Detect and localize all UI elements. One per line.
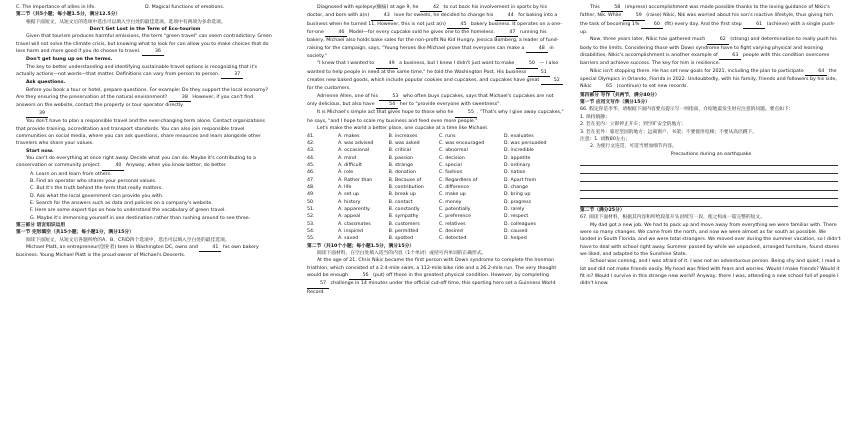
- choice-number: 48.: [307, 184, 315, 190]
- cloze-para-3: Adrienne Allen, one of his 53 who often buys cupcakes, says that Michael's cupcakes are not only delicious, but also have 54 her to "provide everyone with sweetness".: [307, 93, 565, 110]
- choice-option[interactable]: A. occasional: [337, 148, 370, 154]
- choice-option[interactable]: A. appeal: [337, 214, 361, 220]
- choice-row: [307, 228, 565, 235]
- choice-number: 44.: [307, 155, 315, 161]
- choice-row: [307, 184, 565, 191]
- choice-option[interactable]: B. contribution: [388, 184, 424, 190]
- choice-number: 46.: [307, 170, 315, 176]
- blank-46: 46: [325, 29, 347, 37]
- choice-option[interactable]: D. was persuaded: [503, 140, 547, 146]
- writing-section2-header: 第二节（满分25分）: [580, 208, 625, 213]
- blank-62: 62: [707, 36, 729, 44]
- answer-line[interactable]: [580, 191, 838, 199]
- choice-option[interactable]: D. rarely: [503, 206, 525, 212]
- choice-option[interactable]: A. mind: [337, 155, 357, 161]
- choice-option[interactable]: B. increases: [388, 133, 418, 139]
- choice-row: [307, 162, 565, 169]
- option-c: C. But it's the truth behind the term that really matters.: [30, 186, 163, 192]
- choice-option[interactable]: D. evaluates: [503, 133, 534, 139]
- blank-40: 40: [102, 162, 124, 170]
- column-middle: [307, 4, 565, 296]
- choice-option[interactable]: B. critical: [388, 148, 411, 154]
- blank-39-line: [16, 110, 274, 118]
- choice-option[interactable]: A. difficult: [337, 162, 362, 168]
- answer-line[interactable]: [580, 166, 838, 174]
- part3-header: 第三部分 语言知识运用: [16, 222, 66, 228]
- part3-section1-header: 第一节 完形填空（共15小题；每小题1分，满分15分）: [16, 230, 134, 236]
- option-b: B. Find an operator who shares your personal values.: [30, 178, 157, 184]
- choice-option[interactable]: D. respect: [503, 214, 529, 220]
- choice-option[interactable]: C. was encouraged: [438, 140, 485, 146]
- choice-number: 41.: [307, 133, 315, 139]
- choice-option[interactable]: C. decision: [438, 155, 465, 161]
- blank-56: 56: [349, 272, 371, 280]
- blank-44: 44: [495, 12, 517, 20]
- choice-option[interactable]: A. life: [337, 184, 352, 190]
- choice-option[interactable]: B. constantly: [388, 206, 420, 212]
- choice-option[interactable]: B. permitted: [388, 228, 419, 234]
- part3-instructions: 阅读下面短文，从短文后各题所给的A、B、C和D四个选项中，选出可以填入空白处的最佳选项。: [26, 237, 230, 243]
- choice-option[interactable]: B. was asked: [388, 140, 420, 146]
- choice-option[interactable]: D. helped: [503, 236, 527, 242]
- choice-row: [307, 206, 565, 213]
- heading-start: Start now.: [26, 148, 54, 154]
- passage-para-2: The key to better understanding and identifying sustainable travel options is recognizing that it's actually actions—not words—that matter. Definitions can vary from person to person. 37: [16, 64, 274, 80]
- choice-option[interactable]: C. difference: [438, 184, 470, 190]
- choice-option[interactable]: B. contact: [388, 199, 413, 205]
- writing-question-66: 66. 假定你是李华，请根据下面内容要点提示写一则指南，介绍地震发生时应注意的问题。要点如下：: [580, 107, 794, 113]
- choice-option[interactable]: D. bring up: [503, 192, 531, 198]
- choice-option[interactable]: B. Because of: [388, 177, 422, 183]
- choice-option[interactable]: A. classmates: [337, 221, 371, 227]
- blank-52: 52: [541, 77, 563, 85]
- choice-option[interactable]: D. progress: [503, 199, 532, 205]
- choice-option[interactable]: C. special: [438, 162, 462, 168]
- choice-number: 55.: [307, 236, 315, 242]
- story-para-1: My dad got a new job. We had to pack up and move away from everything we were familiar with. There were so many changes. We came from the north, and now we were almost as far south as possible. We landed in South Florida, and we were total strangers. We moved over during the summer vacation, so I didn't have to deal with school right away. Summer passed by while we unpacked, arranged furniture, found stores we liked, and adapted to the Sunshine State.: [580, 222, 841, 258]
- grammar-para-3: Now, three years later, Nikic has gathered much 62 (strong) and determination to really push his body to the limits. Considering those with Down syndrome have to fight varying physical and learning disabilities, Nikic's accomplishment is another example of 63 people with this condition overcome barriers and achieve success. The key for him is resilience.: [580, 37, 837, 67]
- choice-row: [307, 140, 565, 147]
- blank-59: 59: [623, 12, 645, 20]
- column-right: [580, 4, 842, 288]
- blank-53: 53: [379, 93, 401, 101]
- blank-42: 42: [420, 4, 442, 12]
- passage-para-4: You don't have to plan a responsible travel and the ever-changing term alone. Contact organizations that provide training, accreditation and transport standards. You can also join responsible travel communities on social media, where you can ask questions, share resources and learn alongside other travelers who share your values.: [16, 119, 266, 147]
- cloze-para-4: It is Michael's simple act that gives hope to those who he 55 . "That's why I give away cupcakes," he says, "and I hope to scale my business and feed even more people.": [307, 110, 564, 124]
- answer-line[interactable]: [580, 158, 838, 166]
- choice-option[interactable]: C. relatives: [438, 221, 466, 227]
- choice-option[interactable]: B. spotted: [388, 236, 414, 242]
- blank-60: 60: [641, 21, 663, 29]
- blank-64: 64: [805, 68, 827, 76]
- blank-41: 41: [199, 244, 221, 252]
- choice-number: 53.: [307, 221, 315, 227]
- choice-number: 51.: [307, 206, 315, 212]
- blank-63: 63: [719, 52, 741, 60]
- answer-line[interactable]: [580, 199, 838, 207]
- choice-number: 45.: [307, 162, 315, 168]
- writing-point-1: 1. 保持镇静；: [580, 114, 610, 120]
- section2-instructions: 根据下面短文，从短文后的选项中选出可以填入空白处的最佳选项。选项中有两项为多余选项。: [26, 19, 226, 25]
- blank-36: 36: [142, 48, 164, 56]
- prev-option-d: D. Magical functions of emotions.: [145, 5, 225, 10]
- choice-number: 50.: [307, 199, 315, 205]
- cloze-para-1: Diagnosed with epilepsy(癫痫) at age 9, he 42 to cut back his involvement in sports by his doctor, and born with a(n) 43 love for sweets, he decided to change his 44 for baking into a business when he turned 11. However, this is not just a(n) 45 bakery business. It operates on a one-for-one 46 Model—for every cupcake sold he gives one to the homeless. 47 running his bakery, Michael also holds bake sales for the non-profit No Kid Hungry. Jessica Bomberg, a leader of fund-raising for the campaign, says, "Young heroes like Michael prove that everyone can make a 48 in society.": [307, 5, 562, 60]
- blank-65: 65: [593, 83, 615, 91]
- heading-ask: Ask questions.: [26, 80, 66, 86]
- choice-option[interactable]: C. abnormal: [438, 148, 468, 154]
- choice-option[interactable]: A. makes: [337, 133, 360, 139]
- option-d: D. Ask what the local government can provide you with.: [30, 193, 164, 199]
- cloze-para-5: Let's make the world a better place, one cupcake at a time like Michael.: [317, 126, 489, 132]
- choice-option[interactable]: A. apparently: [337, 206, 370, 212]
- choice-row: [307, 155, 565, 162]
- choice-number: 42.: [307, 140, 315, 146]
- choice-option[interactable]: C. money: [438, 199, 462, 205]
- choice-option[interactable]: D. appetite: [503, 155, 531, 161]
- grammar-section-header: 第二节（共10个小题；每小题1.5分，满分15分）: [307, 243, 415, 249]
- choice-option[interactable]: B. passion: [388, 155, 414, 161]
- choice-option[interactable]: C. Regardless of: [438, 177, 478, 183]
- writing-question-67: 67. 阅读下面材料，根据其内容和所给段落开头语续写一段，使之构成一篇完整的短文。: [580, 215, 765, 221]
- choice-option[interactable]: B. strange: [388, 162, 414, 168]
- choice-option[interactable]: A. was advised: [337, 140, 374, 146]
- passage-para-3: Before you book a tour or hotel, prepare questions. For example: Do they support the local economy? Are they ensuring the preservation of the natural environment? 38 However, if you can't find answers on the website, contact the property or tour operator directly.: [16, 87, 269, 109]
- choice-row: [307, 147, 565, 154]
- column-left: [16, 4, 274, 260]
- writing-title: Precautions during an earthquake: [670, 151, 752, 157]
- prev-option-c: C. The importance of allies in life.: [16, 5, 96, 10]
- writing-note-1: 注意：1. 词数80左右；: [580, 136, 631, 142]
- blank-54: 54: [376, 101, 398, 109]
- grammar-para-2: This 58 (impress) accomplishment was made possible thanks to the loving guidance of Nikic's father, Nik. While 59 (raise) Nikic, Nik was worried about his son's inactive lifestyle, thus giving him the task of becoming 1% 60 (fit) every day. And the first step 61 (achieve) with a single push-up.: [580, 5, 836, 36]
- choice-option[interactable]: A. Rather than: [337, 177, 373, 183]
- choice-row: [307, 169, 565, 176]
- blank-49: 49: [376, 60, 398, 68]
- cloze-opening: Michael Platt, an entrepreneur(创业者) teen in Washington DC, owns and 41 his own bakery business. Young Michael Platt is the proud owner of Michael's Desserts.: [16, 245, 259, 259]
- answer-line[interactable]: [580, 182, 838, 190]
- choice-option[interactable]: A. role: [337, 170, 354, 176]
- prev-options-row: [16, 4, 274, 11]
- choice-option[interactable]: C. detected: [438, 236, 467, 242]
- choice-number: 54.: [307, 228, 315, 234]
- choice-option[interactable]: C. preference: [438, 214, 471, 220]
- choice-option[interactable]: A. saved: [337, 236, 359, 242]
- choice-option[interactable]: A. inspired: [337, 228, 364, 234]
- writing-answer-lines: [580, 158, 842, 207]
- choice-row: [307, 177, 565, 184]
- choice-row: [307, 235, 565, 242]
- writing-point-2: 2. 若在室内：立即停止开车；到空旷安全的地方；: [580, 122, 686, 128]
- choice-option[interactable]: A. history: [337, 199, 361, 205]
- choice-option[interactable]: C. desired: [438, 228, 463, 234]
- choice-number: 49.: [307, 192, 315, 198]
- choice-row: [307, 213, 565, 220]
- cloze-choices-table: [307, 133, 565, 243]
- choice-row: [307, 191, 565, 198]
- grammar-instructions: 阅读下面材料，在空白处填入适当的内容（1个单词）或括号内单词的正确形式。: [317, 251, 487, 256]
- choice-number: 43.: [307, 148, 315, 154]
- grammar-para-4: Nikic isn't stopping there. He has set new goals for 2021, including the plan to participate 64 the special Olympics in Orlando, Florida in 2022. Undoubtedly, with his family, friends and followers by his side, Nikic 65 (continue) to set new records.: [580, 68, 842, 92]
- choice-number: 52.: [307, 214, 315, 220]
- story-para-2: School was coming, and I was afraid of it. I was not an adventurous person. Being shy and quiet, I read a lot and did not make friends easily. My head was filled with fears and worries. Would I make friends? Would it fit in? Would I survive in this strange new world? Anyway, there I was, attending a new school full of people I didn't know.: [580, 259, 840, 287]
- choice-option[interactable]: D. Apart from: [503, 177, 537, 183]
- blank-38: 38: [169, 94, 191, 102]
- choice-option[interactable]: D. colleagues: [503, 221, 536, 227]
- section2-header: 第二节（共5小题；每小题1.5分，满分12.5分）: [16, 12, 121, 18]
- option-list: [16, 171, 274, 222]
- blank-37: 37: [221, 71, 243, 79]
- choice-option[interactable]: D. incredible: [503, 148, 534, 154]
- blank-57: 57: [307, 280, 329, 288]
- blank-58: 58: [601, 4, 623, 12]
- choice-row: [307, 133, 565, 140]
- passage-para-5: You can't do everything at once right away. Decide what you can do. Maybe it's contributing to a conservation or community project. 40 Anyway, when you know better, do better.: [16, 155, 274, 171]
- choice-row: [307, 199, 565, 206]
- blank-51: 51: [528, 69, 550, 77]
- choice-option[interactable]: C. fashion: [438, 170, 463, 176]
- writing-point-3: 3. 若在室外：靠近坚固的地方；远离窗户、书架；不要使用电梯；不要从高层跳下。: [580, 129, 758, 135]
- writing-note-2: 2. 为使行文连贯，可适当增加细节内容。: [590, 144, 677, 150]
- option-g: G. Maybe it's immersing yourself in one destination rather than rushing around to see three.: [30, 215, 251, 221]
- choice-option[interactable]: D. nation: [503, 170, 526, 176]
- blank-48: 48: [526, 45, 548, 53]
- choice-option[interactable]: B. sympathy: [388, 214, 419, 220]
- choice-option[interactable]: C. make up: [438, 192, 466, 198]
- cloze-para-2: "I knew that I wanted to 49 a business, but I knew I didn't just want to make 50 — I also wanted to help people in need at the same time," he told the Washington Post. His business 51 creates new baked goods, which include popular cookies and cupcakes, and cupcakes have great 52 for the customers.: [307, 60, 565, 92]
- choice-option[interactable]: B. customers: [388, 221, 420, 227]
- writing-section1-header: 第一节 应用文写作（满分15分）: [580, 100, 651, 106]
- choice-option[interactable]: A. set up: [337, 192, 359, 198]
- choice-option[interactable]: B. donation: [388, 170, 416, 176]
- grammar-para-1: At the age of 21, Chris Nikic became the first person with Down syndrome to complete the Ironman triathlon, which consisted of a 2.4-mile swim, a 112-mile bike ride and a 26.2-mile run. The very thought would be enough 56 (put) off those in the greatest physical condition. However, by completing 57 challenge in 14 minutes under the official cut-off time, this sporting hero set a Guinness World Record.: [307, 258, 557, 295]
- option-a: A. Learn on and learn from others.: [30, 171, 112, 177]
- choice-option[interactable]: C. potentially: [438, 206, 471, 212]
- part4-header: 第四部分 写作（共两节，满分40分）: [580, 92, 660, 98]
- blank-55: 55: [455, 109, 477, 117]
- heading-terms: Don't get hung up on the terms.: [26, 57, 113, 63]
- choice-number: 47.: [307, 177, 315, 183]
- blank-50: 50: [516, 60, 538, 68]
- option-f: F. Here are some expert tips on how to understand the vocabulary of green travel.: [30, 208, 226, 214]
- choice-option[interactable]: C. runs: [438, 133, 456, 139]
- choice-option[interactable]: B. break up: [388, 192, 416, 198]
- blank-43: 43: [371, 12, 393, 20]
- choice-option[interactable]: D. ordinary: [503, 162, 531, 168]
- choice-option[interactable]: D. caused: [503, 228, 528, 234]
- passage-para-1: Given that tourism produces harmful emissions, the term "green travel" can seem contradictory. Green travel will not solve the climate crisis, but knowing what to look for can allow you to make choices that do less harm and more good if you do choose to travel. 36: [16, 33, 274, 56]
- option-e: E. Search for the answers such as data and policies on a company's website.: [30, 200, 213, 206]
- blank-45: 45: [447, 21, 469, 29]
- passage-title: Don't Get Lost in the Term of Eco-tourism: [89, 27, 201, 33]
- blank-39: 39: [26, 110, 48, 118]
- choice-option[interactable]: D. change: [503, 184, 529, 190]
- answer-line[interactable]: [580, 174, 838, 182]
- blank-47: 47: [496, 29, 518, 37]
- blank-61: 61: [743, 21, 765, 29]
- choice-row: [307, 221, 565, 228]
